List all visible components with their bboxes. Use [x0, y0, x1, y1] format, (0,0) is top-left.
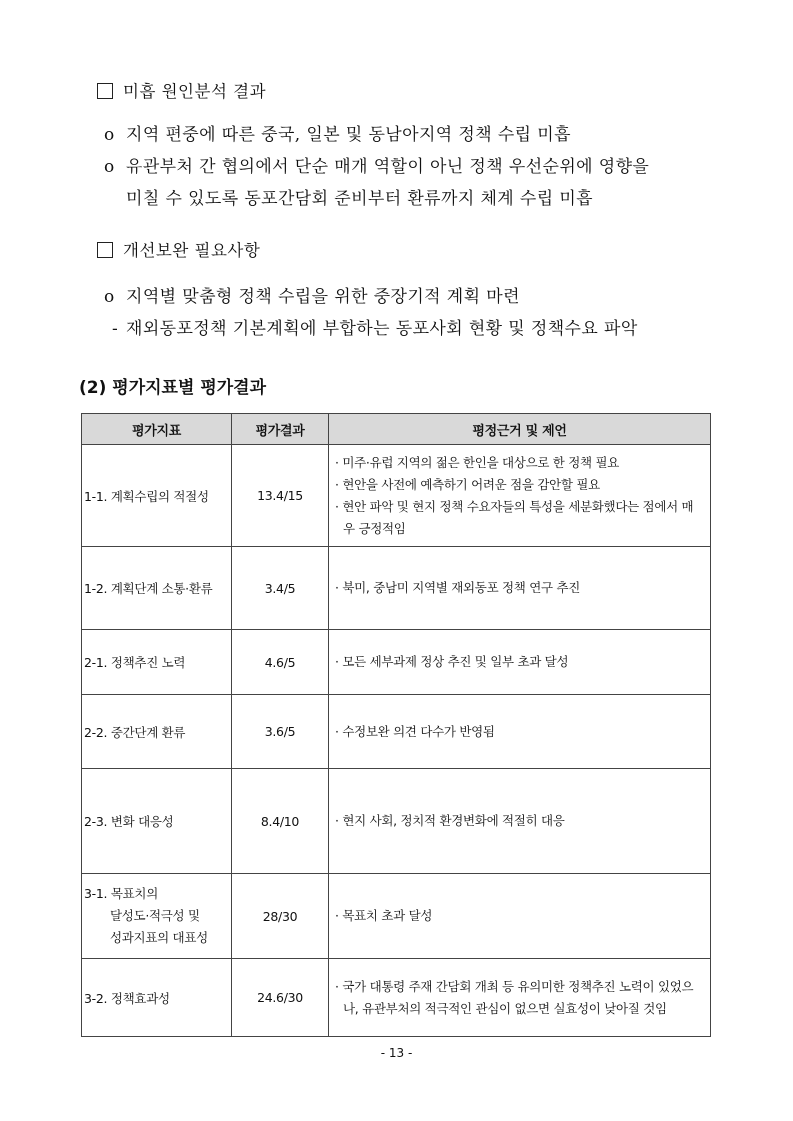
table-row [82, 874, 711, 959]
indicator-cell: 3-1. 목표치의 달성도·적극성 및 성과지표의 대표성 [82, 874, 232, 959]
indicator-cell: 2-1. 정책추진 노력 [82, 630, 232, 695]
notes-cell: · 현지 사회, 정치적 환경변화에 적절히 대응 [329, 769, 711, 874]
page-number: - 13 - [380, 1046, 413, 1060]
indicator-cell: 2-3. 변화 대응성 [82, 769, 232, 874]
indicator-cell: 1-2. 계획단계 소통·환류 [82, 547, 232, 630]
col-header-result: 평가결과 [232, 414, 329, 445]
indicator-cell: 3-2. 정책효과성 [82, 959, 232, 1037]
checkbox-square-icon [97, 242, 113, 258]
notes-cell: · 목표치 초과 달성 [329, 874, 711, 959]
notes-cell: · 미주·유럽 지역의 젊은 한인을 대상으로 한 정책 필요 · 현안을 사전에 예측하기 어려운 점을 감안할 필요 · 현안 파악 및 현지 정책 수요자들의 특성을 세분화했다는 점에서 매우 긍정적임 [329, 445, 711, 547]
table-row [82, 695, 711, 769]
notes-cell: · 모든 세부과제 정상 추진 및 일부 초과 달성 [329, 630, 711, 695]
table-row [82, 547, 711, 630]
notes-cell: · 북미, 중남미 지역별 재외동포 정책 연구 추진 [329, 547, 711, 630]
table-row [82, 630, 711, 695]
table-row [82, 959, 711, 1037]
list-item: o 지역 편중에 따른 중국, 일본 및 동남아지역 정책 수립 미흡 [104, 125, 571, 145]
checkbox-square-icon [97, 83, 113, 99]
col-header-notes: 평정근거 및 제언 [329, 414, 711, 445]
list-item: o 지역별 맞춤형 정책 수립을 위한 중장기적 계획 마련 [104, 287, 520, 307]
score-cell: 28/30 [232, 874, 329, 959]
score-cell: 3.4/5 [232, 547, 329, 630]
score-cell: 13.4/15 [232, 445, 329, 547]
notes-cell: · 수정보완 의견 다수가 반영됨 [329, 695, 711, 769]
list-item: o 유관부처 간 협의에서 단순 매개 역할이 아닌 정책 우선순위에 영향을 [104, 157, 650, 177]
table-row [82, 445, 711, 547]
col-header-indicator: 평가지표 [82, 414, 232, 445]
notes-cell: · 국가 대통령 주재 간담회 개최 등 유의미한 정책추진 노력이 있었으나, 유관부처의 적극적인 관심이 없으면 실효성이 낮아질 것임 [329, 959, 711, 1037]
score-cell: 24.6/30 [232, 959, 329, 1037]
section-title-improvements: 개선보완 필요사항 [97, 237, 260, 261]
indicator-cell: 2-2. 중간단계 환류 [82, 695, 232, 769]
table-header-row [82, 414, 711, 445]
section-title-cause-analysis: 미흡 원인분석 결과 [97, 78, 266, 102]
evaluation-table [81, 413, 711, 1037]
score-cell: 8.4/10 [232, 769, 329, 874]
list-item: - 재외동포정책 기본계획에 부합하는 동포사회 현황 및 정책수요 파악 [112, 319, 638, 339]
score-cell: 4.6/5 [232, 630, 329, 695]
indicator-cell: 1-1. 계획수립의 적절성 [82, 445, 232, 547]
table-heading: (2) 평가지표별 평가결과 [79, 378, 267, 398]
score-cell: 3.6/5 [232, 695, 329, 769]
table-row [82, 769, 711, 874]
list-item-continuation: 미칠 수 있도록 동포간담회 준비부터 환류까지 체계 수립 미흡 [126, 189, 593, 209]
